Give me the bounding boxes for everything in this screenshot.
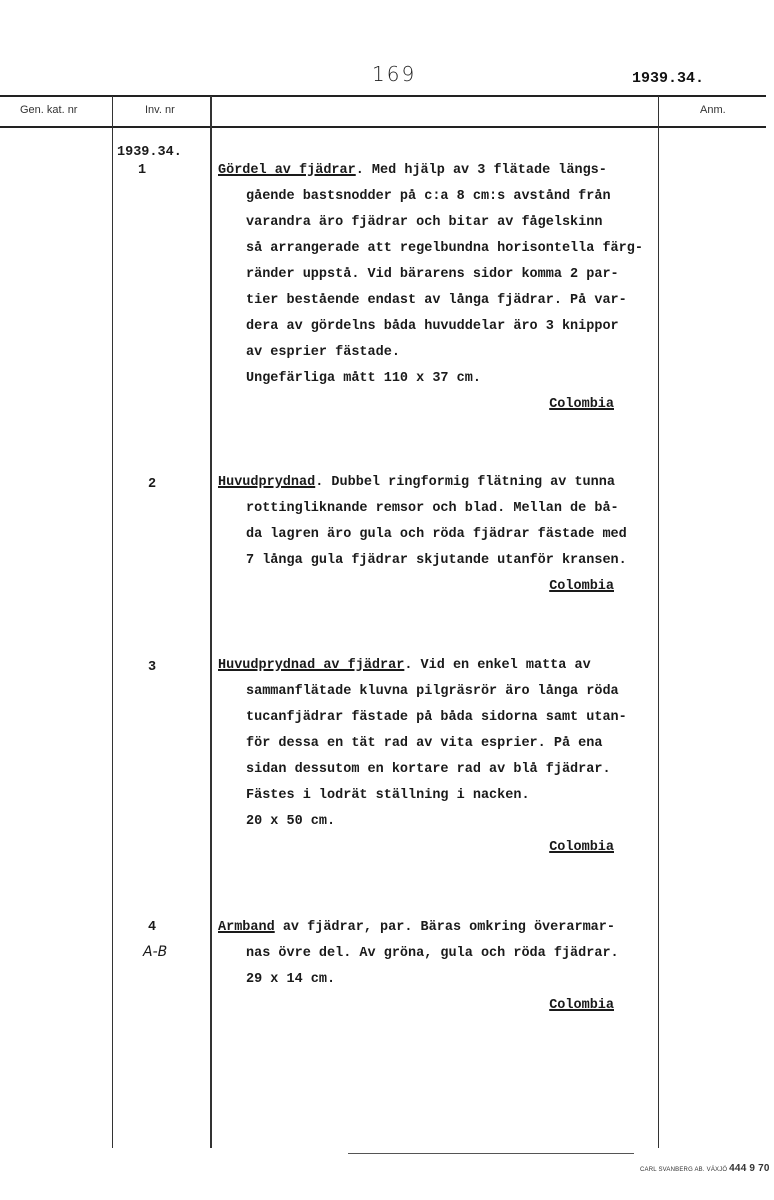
entry-2-first-line [218, 470, 658, 496]
entry-3-line: 20 x 50 cm. [246, 814, 336, 829]
entry-2-title: Huvudprydnad [218, 475, 316, 490]
entry-2-inv-nr: 2 [148, 477, 157, 492]
header-top-rule [0, 95, 766, 97]
entry-3-line: sammanflätade kluvna pilgräsrör äro långa röda [246, 684, 619, 699]
entry-4-title: Armband [218, 920, 275, 935]
column-divider-gen-inv [112, 96, 113, 1148]
entry-1-description [218, 158, 658, 418]
header-bottom-rule [0, 126, 766, 128]
entry-4-inv-nr: 4 [148, 920, 157, 935]
entry-2-line: 7 långa gula fjädrar skjutande utanför kransen. [246, 553, 627, 568]
entry-2-line: rottingliknande remsor och blad. Mellan de bå- [246, 501, 619, 516]
entry-4-first-line [218, 915, 658, 941]
entry-1-title: Gördel av fjädrar [218, 163, 356, 178]
entry-3-description [218, 653, 658, 861]
entry-1-line: dera av gördelns båda huvuddelar äro 3 knippor [246, 319, 619, 334]
entry-3-line: sidan dessutom en kortare rad av blå fjädrar. [246, 762, 611, 777]
column-header-gen-kat-nr: Gen. kat. nr [20, 104, 78, 116]
column-divider-desc-anm [658, 96, 659, 1148]
entry-2-first-line-rest: . Dubbel ringformig flätning av tunna [315, 475, 615, 490]
entry-4-first-line-rest: av fjädrar, par. Bäras omkring överarmar- [274, 920, 615, 935]
entry-1-line: tier bestående endast av långa fjädrar. På var- [246, 293, 627, 308]
entry-4-line: nas övre del. Av gröna, gula och röda fjädrar. [246, 946, 619, 961]
entry-4-inv-handwritten: A-B [143, 944, 168, 960]
entry-1-line: ränder uppstå. Vid bärarens sidor komma 2 par- [246, 267, 619, 282]
printer-imprint [640, 1163, 770, 1174]
entry-1-line: Ungefärliga mått 110 x 37 cm. [246, 371, 481, 386]
entry-3-line: Fästes i lodrät ställning i nacken. [246, 788, 530, 803]
entry-1-line: varandra äro fjädrar och bitar av fågelskinn [246, 215, 603, 230]
catalog-code: 1939.34. [632, 70, 705, 87]
footer-rule [348, 1153, 634, 1154]
entry-3-line: för dessa en tät rad av vita esprier. På ena [246, 736, 603, 751]
entry-1-line: så arrangerade att regelbundna horisontella färg- [246, 241, 643, 256]
entry-4-origin: Colombia [549, 998, 614, 1013]
entry-4-description [218, 915, 658, 1019]
entry-1-inv-nr: 1 [138, 163, 147, 178]
printer-name: CARL SVANBERG AB. VÄXJÖ [640, 1167, 728, 1173]
form-number: 444 9 70 [729, 1163, 770, 1174]
entry-2-description [218, 470, 658, 600]
entry-3-first-line [218, 653, 658, 679]
entry-3-line: tucanfjädrar fästade på båda sidorna samt utan- [246, 710, 627, 725]
entry-2-origin: Colombia [549, 579, 614, 594]
column-divider-inv-desc [210, 96, 212, 1148]
entry-3-first-line-rest: . Vid en enkel matta av [404, 658, 591, 673]
entry-1-first-line-rest: . Med hjälp av 3 flätade längs- [355, 163, 607, 178]
entry-1-line: av esprier fästade. [246, 345, 400, 360]
entry-3-origin: Colombia [549, 840, 614, 855]
page-number: 169 [372, 62, 417, 86]
column-header-anm: Anm. [700, 104, 726, 116]
entry-1-first-line [218, 158, 658, 184]
entry-1-inv-prefix: 1939.34. [117, 145, 182, 160]
entry-1-origin: Colombia [549, 397, 614, 412]
column-header-inv-nr: Inv. nr [145, 104, 175, 116]
entry-4-line: 29 x 14 cm. [246, 972, 336, 987]
entry-3-title: Huvudprydnad av fjädrar [218, 658, 405, 673]
entry-3-inv-nr: 3 [148, 660, 157, 675]
entry-1-line: gående bastsnodder på c:a 8 cm:s avstånd från [246, 189, 611, 204]
entry-2-line: da lagren äro gula och röda fjädrar fästade med [246, 527, 627, 542]
